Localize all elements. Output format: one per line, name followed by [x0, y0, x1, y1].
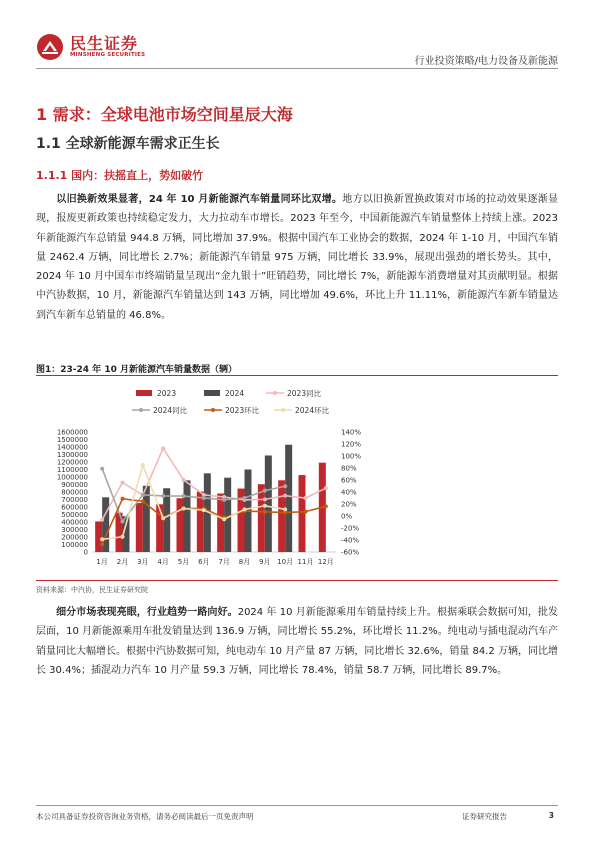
legend-label: 2024 — [225, 389, 245, 398]
bar-2023 — [278, 480, 285, 552]
point-2023环比 — [121, 497, 125, 501]
point-2023环比 — [100, 542, 104, 546]
bar-2024 — [265, 455, 272, 552]
ev-sales-chart — [36, 380, 558, 576]
point-2024同比 — [222, 498, 226, 502]
x-tick-label: 11月 — [297, 558, 314, 566]
y-left-tick-label: 500000 — [61, 511, 88, 519]
point-2024同比 — [121, 520, 125, 524]
y-left-tick-label: 1300000 — [56, 451, 88, 459]
x-tick-label: 8月 — [238, 558, 251, 566]
page-header — [0, 0, 595, 70]
y-left-tick-label: 900000 — [61, 481, 88, 489]
point-2024同比 — [243, 496, 247, 500]
y-left-tick-label: 700000 — [61, 496, 88, 504]
report-category: 行业投资策略/电力设备及新能源 — [414, 56, 558, 67]
y-left-tick-label: 1500000 — [56, 436, 88, 444]
y-right-tick-label: 20% — [341, 500, 357, 509]
point-2024同比 — [182, 494, 186, 498]
y-left-tick-label: 600000 — [61, 503, 88, 512]
point-2024环比 — [182, 507, 186, 511]
footer-divider — [36, 805, 558, 806]
x-tick-label: 3月 — [137, 558, 149, 566]
legend-label: 2023 — [157, 389, 177, 398]
point-2024环比 — [283, 507, 287, 511]
legend-swatch-marker — [211, 408, 215, 412]
paragraph-body: 2024 年 10 月新能源乘用车销量持续上升。根据乘联会数据可知，批发层面，10 月新能源乘用车批发销量达到 136.9 万辆，同比增长 55.2%，环比增长 11.2%。纯电动与插电混动汽车产销量同比大幅增长。根据中汽协数据可知，纯电动车 10 月产量 87 万辆，同比增长 32.6%，销量 84.2 万辆，同比增长 30.4%；插混动力汽车 10 月产量 59.3 万辆，同比增长 78.4%，销量 58.7 万辆，同比增长 89.7%。 — [36, 607, 558, 676]
bar-2023 — [156, 504, 163, 552]
point-2024同比 — [100, 467, 104, 471]
bar-2024 — [224, 478, 231, 552]
logo-chinese-text: 民生证券 — [70, 34, 139, 53]
line-2023同比 — [102, 448, 326, 519]
section-heading-1: 1 需求：全球电池市场空间星辰大海 — [36, 105, 293, 124]
y-right-tick-label: 80% — [341, 464, 357, 473]
point-2024环比 — [141, 463, 145, 467]
y-left-tick-label: 1000000 — [56, 473, 88, 482]
legend-swatch — [204, 390, 220, 396]
bar-2023 — [197, 492, 204, 552]
point-2023同比 — [304, 496, 308, 500]
legend-label: 2023同比 — [287, 389, 322, 398]
point-2023同比 — [283, 494, 287, 498]
y-right-tick-label: -20% — [341, 524, 360, 533]
y-left-tick-label: 0 — [83, 548, 88, 557]
bar-2024 — [163, 488, 170, 552]
bar-2023 — [258, 484, 265, 552]
header-divider — [36, 68, 558, 69]
y-left-tick-label: 1100000 — [56, 466, 88, 474]
point-2024环比 — [100, 537, 104, 541]
point-2023同比 — [100, 518, 104, 522]
line-2023环比 — [102, 499, 326, 544]
point-2023同比 — [182, 478, 186, 482]
x-tick-label: 10月 — [277, 558, 294, 566]
point-2024同比 — [202, 496, 206, 500]
section-heading-1-1: 1.1 全球新能源车需求正生长 — [36, 136, 220, 152]
x-tick-label: 5月 — [177, 558, 190, 566]
y-right-tick-label: -40% — [341, 536, 360, 545]
figure-source: 资料来源：中汽协，民生证券研究院 — [36, 586, 148, 594]
bar-2024 — [184, 480, 191, 552]
bar-2023 — [217, 494, 224, 553]
point-2024环比 — [161, 516, 165, 520]
point-2023同比 — [161, 446, 165, 450]
y-left-tick-label: 1600000 — [56, 428, 88, 437]
y-left-tick-label: 1400000 — [56, 443, 88, 452]
y-left-tick-label: 400000 — [61, 518, 88, 527]
section-heading-1-1-1: 1.1.1 国内：扶摇直上，势如破竹 — [36, 169, 204, 182]
y-left-tick-label: 800000 — [61, 488, 88, 497]
y-right-tick-label: 120% — [341, 440, 362, 449]
footer-disclaimer: 本公司具备证券投资咨询业务资格，请务必阅读最后一页免责声明 — [36, 812, 254, 821]
point-2024同比 — [141, 493, 145, 497]
legend-swatch-marker — [281, 408, 285, 412]
figure-title: 图1：23-24 年 10 月新能源汽车销量数据（辆） — [36, 365, 237, 375]
point-2023环比 — [324, 504, 328, 508]
point-2023同比 — [263, 497, 267, 501]
y-right-tick-label: 100% — [341, 452, 362, 461]
x-tick-label: 6月 — [198, 558, 210, 566]
x-tick-label: 7月 — [218, 558, 230, 566]
minsheng-logo-icon — [36, 33, 64, 61]
legend-swatch — [136, 390, 152, 396]
y-left-tick-label: 300000 — [61, 526, 88, 534]
point-2024环比 — [222, 517, 226, 521]
point-2023同比 — [324, 486, 328, 490]
y-right-tick-label: -60% — [341, 548, 360, 557]
y-right-tick-label: 40% — [341, 488, 357, 497]
x-tick-label: 1月 — [96, 558, 108, 566]
paragraph-lead: 以旧换新效果显著，24 年 10 月新能源汽车销量同环比双增。 — [56, 194, 343, 205]
legend-label: 2024同比 — [153, 406, 188, 415]
legend-label: 2024环比 — [295, 406, 330, 415]
bar-2023 — [95, 521, 102, 552]
point-2024同比 — [263, 489, 267, 493]
paragraph-lead: 细分市场表现亮眼，行业趋势一路向好。 — [56, 607, 238, 618]
y-left-tick-label: 100000 — [61, 541, 88, 549]
y-right-tick-label: 140% — [341, 428, 362, 437]
point-2023环比 — [263, 510, 267, 514]
logo-english-text: MINSHENG SECURITIES — [70, 52, 146, 58]
legend-swatch-marker — [273, 391, 277, 395]
paragraph-body: 地方以旧换新置换政策对市场的拉动效果逐渐显现，报废更新政策也持续稳定发力，大力拉动车市增长。2023 年至今，中国新能源汽车销量整体上持续上涨。2023 年新能源汽车总销量 944.8 万辆，同比增加 37.9%。根据中国汽车工业协会的数据，2024 年 1-10 月，中国汽车销量 2462.4 万辆，同比增长 2.7%；新能源汽车销量 975 万辆，同比增长 33.9%，展现出强劲的增长势头。其中，2024 年 10 月中国车市终端销量呈现出“金九银十”旺销趋势，同比增长 7%，新能源车消费增量对其贡献明显。根据中汽协数据，10 月，新能源汽车销量达到 143 万辆，同比增加 49.6%，环比上升 11.11%，新能源汽车新车销量达到汽车新车总销量的 46.8%。 — [36, 194, 558, 321]
point-2024环比 — [263, 504, 267, 508]
page-number: 3 — [548, 811, 554, 820]
paragraph-segment-market — [36, 603, 558, 680]
bar-2023 — [299, 475, 306, 552]
point-2024环比 — [243, 507, 247, 511]
legend-label: 2023环比 — [225, 406, 260, 415]
bar-2024 — [285, 445, 292, 552]
paragraph-market-overview — [36, 190, 558, 325]
x-tick-label: 9月 — [259, 558, 271, 566]
bar-2023 — [136, 503, 143, 552]
point-2024同比 — [283, 484, 287, 488]
point-2024同比 — [161, 494, 165, 498]
y-left-tick-label: 200000 — [61, 533, 88, 542]
legend-swatch-marker — [139, 408, 143, 412]
point-2024环比 — [202, 508, 206, 512]
figure-top-rule — [36, 375, 558, 376]
y-left-tick-label: 1200000 — [56, 458, 88, 467]
figure-bottom-rule — [36, 580, 558, 581]
x-tick-label: 12月 — [317, 558, 334, 566]
y-right-tick-label: 0% — [341, 512, 353, 521]
x-tick-label: 4月 — [157, 558, 169, 566]
point-2023环比 — [304, 510, 308, 514]
x-tick-label: 2月 — [116, 558, 129, 566]
company-logo — [36, 33, 145, 61]
bar-2023 — [177, 498, 184, 552]
y-right-tick-label: 60% — [341, 476, 357, 485]
footer-report-type: 证券研究报告 — [462, 812, 507, 821]
line-2024环比 — [102, 465, 285, 539]
point-2024环比 — [121, 535, 125, 539]
point-2023同比 — [121, 480, 125, 484]
point-2023环比 — [141, 499, 145, 503]
